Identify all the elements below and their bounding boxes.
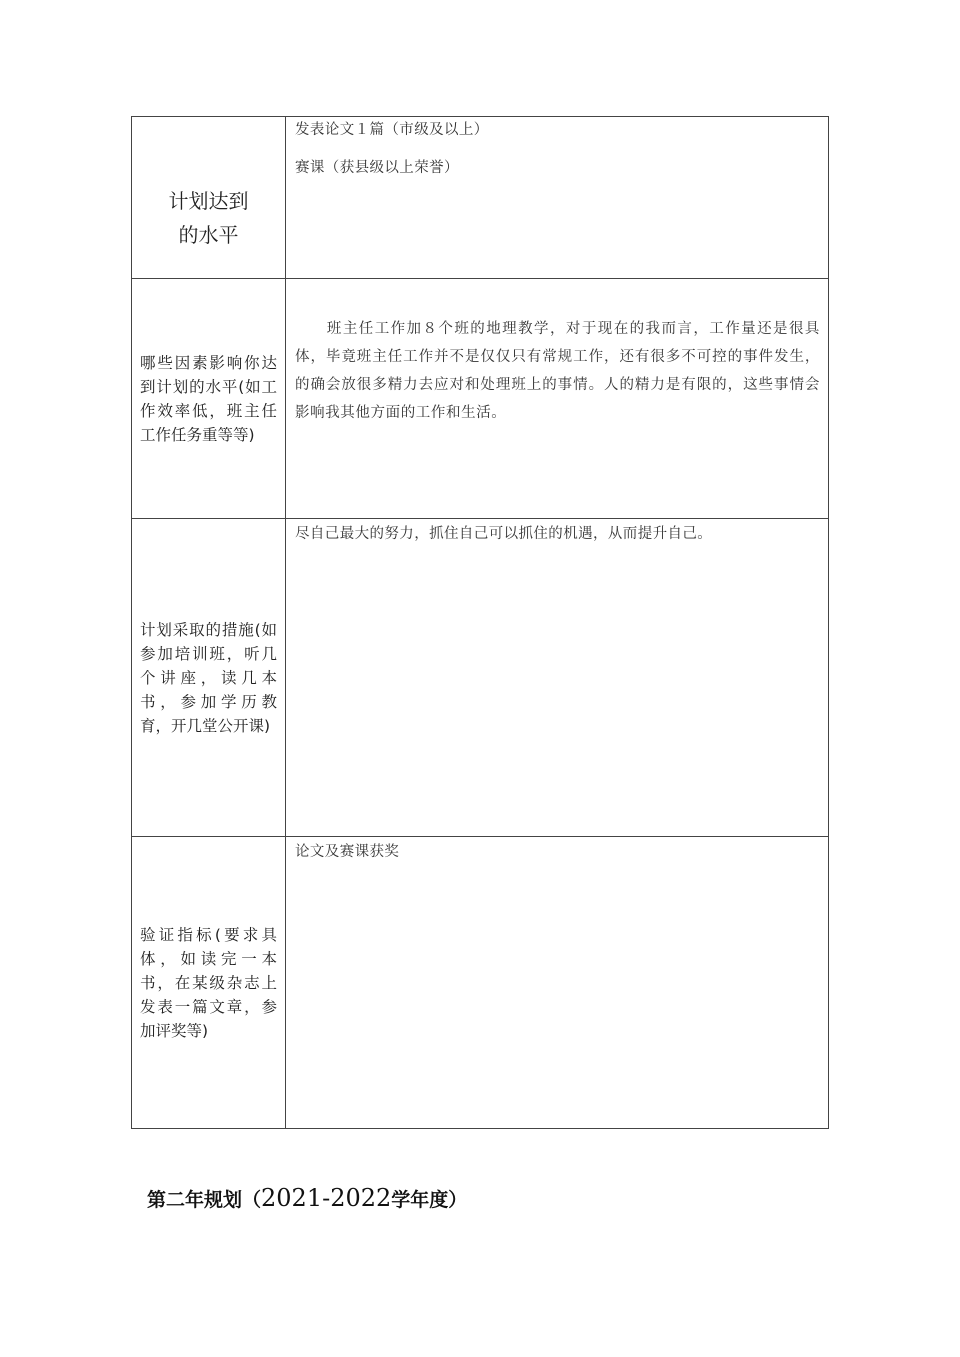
row-content-cell [286, 279, 829, 519]
row-content-cell [286, 519, 829, 837]
section-heading-prefix: 第二年规划（ [147, 1189, 262, 1211]
content-line: 发表论文１篇（市级及以上） [295, 122, 489, 138]
content-line: 尽自己最大的努力，抓住自己可以抓住的机遇，从而提升自己。 [295, 526, 713, 542]
table-row [132, 279, 829, 519]
row-label [132, 144, 285, 252]
table-row [132, 837, 829, 1129]
content-line: 论文及赛课获奖 [295, 844, 400, 860]
content-paragraph: 班主任工作加８个班的地理教学，对于现在的我而言，工作量还是很具体，毕竟班主任工作并不是仅仅只有常规工作，还有很多不可控的事件发生，的确会放很多精力去应对和处理班上的事情。人的精力是有限的，这些事情会影响我其他方面的工作和生活。 [295, 321, 820, 421]
section-heading [147, 1184, 467, 1212]
row-label-cell [132, 837, 286, 1129]
row-label: 计划采取的措施(如参加培训班，听几个讲座，读几本书，参加学历教育，开几堂公开课) [140, 620, 277, 735]
row-content-cell [286, 117, 829, 279]
row-label: 验证指标(要求具体，如读完一本书，在某级杂志上发表一篇文章，参加评奖等) [140, 925, 277, 1040]
plan-table [131, 116, 829, 1129]
section-heading-year: 2021-2022 [261, 1184, 392, 1212]
row-label-cell [132, 117, 286, 279]
section-heading-suffix: 学年度） [391, 1189, 468, 1211]
row-label: 哪些因素影响你达到计划的水平(如工作效率低，班主任工作任务重等等) [140, 353, 277, 444]
row-label-cell [132, 519, 286, 837]
content-line: 赛课（获县级以上荣誉） [295, 160, 459, 176]
table-row [132, 519, 829, 837]
table-row [132, 117, 829, 279]
row-content-cell [286, 837, 829, 1129]
row-label-cell [132, 279, 286, 519]
row-label-line: 计划达到 [168, 188, 249, 213]
row-label-line: 的水平 [178, 222, 239, 247]
